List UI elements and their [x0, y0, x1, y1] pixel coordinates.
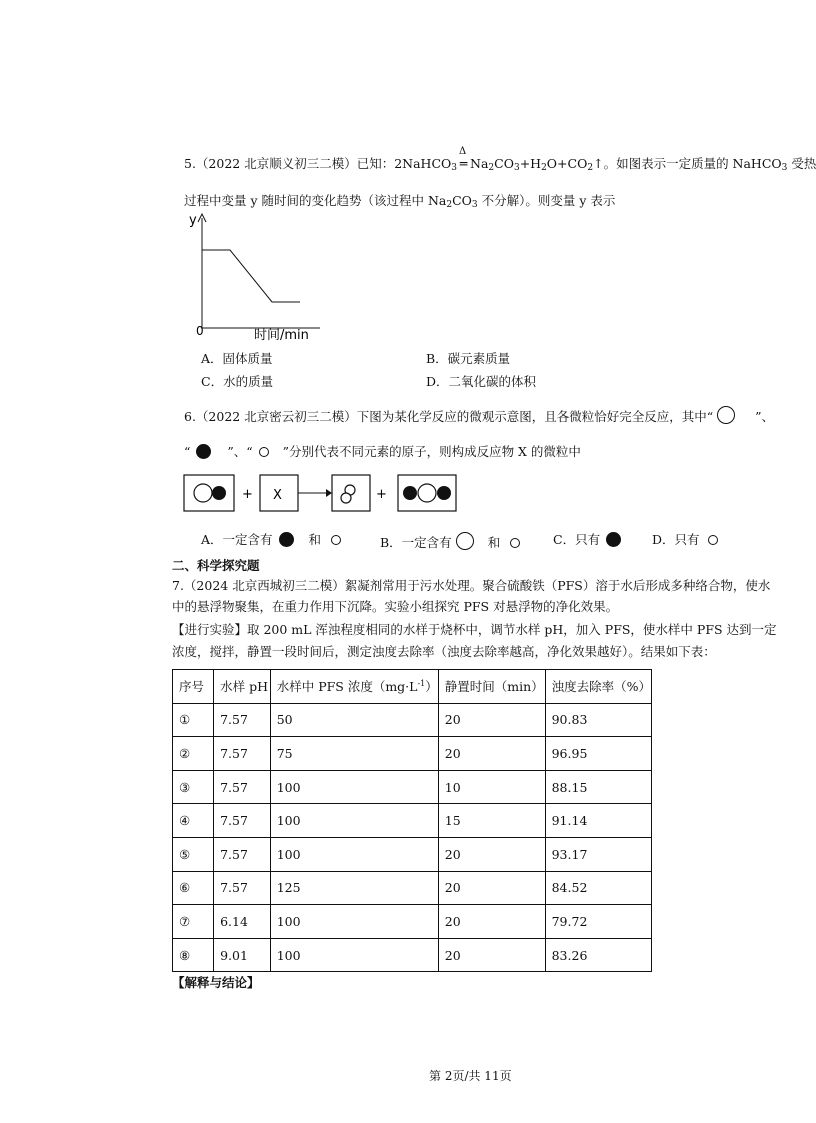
plus-sign: +	[242, 487, 253, 502]
q5-line1: 5.（2022 北京顺义初三二模）已知：2NaHCO$_3$ Δ ═ $Na_2CO_3+H_2O+CO_2↑$。如图表示一定质量的 NaHCO$_3$ 受热	[184, 146, 816, 173]
origin-label: 0	[196, 324, 204, 338]
cell-settling-time: 20	[438, 871, 545, 905]
header-settling-time: 静置时间（min）	[438, 670, 545, 704]
heat-condition: Δ	[459, 146, 467, 157]
q5-option-d[interactable]: D．二氧化碳的体积	[426, 374, 537, 389]
cell-settling-time: 20	[438, 905, 545, 939]
cell-ph: 7.57	[214, 871, 271, 905]
cell-index: ②	[173, 737, 214, 771]
header-removal-rate: 浊度去除率（%）	[545, 670, 651, 704]
large-white-atom-icon	[456, 532, 474, 550]
cell-removal-rate: 93.17	[545, 837, 651, 871]
black-atom-icon	[196, 444, 211, 459]
q6-option-c[interactable]: C．只有	[553, 532, 621, 548]
q6-line2: “ ”、“ ”分别代表不同元素的原子，则构成反应物 X 的微粒中	[184, 444, 581, 459]
plus-sign: +	[376, 487, 387, 502]
q5-option-a[interactable]: A．固体质量	[201, 351, 273, 366]
header-index: 序号	[173, 670, 214, 704]
cell-removal-rate: 96.95	[545, 737, 651, 771]
q6-option-a[interactable]: A．一定含有 和	[201, 532, 341, 548]
cell-pfs-concentration: 100	[270, 804, 438, 838]
black-atom-icon	[403, 486, 417, 500]
cell-ph: 7.57	[214, 737, 271, 771]
cell-settling-time: 20	[438, 703, 545, 737]
q6-option-d[interactable]: D．只有	[652, 532, 718, 548]
cell-settling-time: 15	[438, 804, 545, 838]
table-row	[173, 703, 652, 737]
cell-ph: 7.57	[214, 703, 271, 737]
table-row	[173, 737, 652, 771]
q6-option-b[interactable]: B．一定含有 和	[380, 532, 520, 551]
table-row	[173, 938, 652, 972]
cell-pfs-concentration: 100	[270, 770, 438, 804]
q7-line2: 中的悬浮物聚集，在重力作用下沉降。实验小组探究 PFS 对悬浮物的净化效果。	[172, 599, 619, 614]
header-ph: 水样 pH	[214, 670, 271, 704]
cell-ph: 9.01	[214, 938, 271, 972]
cell-index: ⑥	[173, 871, 214, 905]
gas-arrow-icon: ↑	[593, 156, 604, 171]
small-white-atom-icon	[708, 535, 718, 545]
q6-line1: 6.（2022 北京密云初三二模）下图为某化学反应的微观示意图，且各微粒恰好完全反应，其中“ ”、	[184, 406, 774, 425]
black-atom-icon	[437, 486, 451, 500]
q7-line3: 【进行实验】取 200 mL 浑浊程度相同的水样于烧杯中，调节水样 pH，加入 PFS，使水样中 PFS 达到一定	[172, 622, 777, 637]
q6-reaction-diagram	[180, 470, 470, 520]
large-white-atom-icon	[418, 484, 436, 502]
q5-line2: 过程中变量 y 随时间的变化趋势（该过程中 $Na_2CO_3$ 不分解）。则变量 y 表示	[184, 193, 616, 210]
table-row	[173, 804, 652, 838]
cell-index: ③	[173, 770, 214, 804]
cell-pfs-concentration: 75	[270, 737, 438, 771]
page-number: 第 2页/共 11页	[429, 1069, 512, 1083]
large-white-atom-icon	[717, 406, 735, 424]
q5-option-b[interactable]: B．碳元素质量	[426, 351, 511, 366]
table-row	[173, 871, 652, 905]
cell-pfs-concentration: 100	[270, 837, 438, 871]
conclusion-heading: 【解释与结论】	[172, 975, 260, 990]
table-row	[173, 770, 652, 804]
table-row	[173, 837, 652, 871]
cell-settling-time: 20	[438, 938, 545, 972]
cell-pfs-concentration: 100	[270, 905, 438, 939]
cell-ph: 6.14	[214, 905, 271, 939]
cell-settling-time: 10	[438, 770, 545, 804]
cell-ph: 7.57	[214, 770, 271, 804]
cell-removal-rate: 84.52	[545, 871, 651, 905]
table-row	[173, 905, 652, 939]
y-axis-label: y	[189, 213, 197, 228]
cell-index: ④	[173, 804, 214, 838]
small-white-atom-icon	[331, 535, 341, 545]
small-white-atom-icon	[259, 447, 269, 457]
x-axis-label: 时间/min	[254, 328, 309, 343]
cell-removal-rate: 91.14	[545, 804, 651, 838]
q5-prefix: 5.（2022 北京顺义初三二模）已知：	[184, 156, 395, 171]
cell-index: ⑤	[173, 837, 214, 871]
results-table	[172, 669, 652, 972]
q5-option-c[interactable]: C．水的质量	[201, 374, 274, 389]
large-white-atom-icon	[194, 484, 212, 502]
q5-line-chart	[180, 208, 330, 348]
q7-line1: 7.（2024 北京西城初三二模）絮凝剂常用于污水处理。聚合硫酸铁（PFS）溶于水后形成多种络合物，使水	[172, 578, 771, 593]
cell-ph: 7.57	[214, 837, 271, 871]
table-header-row	[173, 670, 652, 704]
cell-removal-rate: 90.83	[545, 703, 651, 737]
cell-settling-time: 20	[438, 737, 545, 771]
cell-removal-rate: 88.15	[545, 770, 651, 804]
q5-equation: 2NaHCO$_3$ Δ ═ $Na_2CO_3+H_2O+CO_2↑$	[394, 146, 604, 173]
reactant-x-label: X	[273, 488, 282, 503]
cell-index: ⑧	[173, 938, 214, 972]
cell-pfs-concentration: 50	[270, 703, 438, 737]
cell-pfs-concentration: 100	[270, 938, 438, 972]
small-white-atom-icon	[510, 538, 520, 548]
series-line	[202, 250, 300, 302]
q7-line4: 浓度，搅拌，静置一段时间后，测定浊度去除率（浊度去除率越高，净化效果越好）。结果如下表：	[172, 644, 716, 659]
cell-ph: 7.57	[214, 804, 271, 838]
cell-pfs-concentration: 125	[270, 871, 438, 905]
black-atom-icon	[279, 532, 294, 547]
cell-removal-rate: 79.72	[545, 905, 651, 939]
cell-removal-rate: 83.26	[545, 938, 651, 972]
small-white-atom-icon	[341, 493, 351, 503]
header-pfs-concentration: 水样中 PFS 浓度$(mg\cdot L^{-1})$	[270, 670, 438, 704]
reaction-arrow-head-icon	[326, 489, 332, 497]
cell-settling-time: 20	[438, 837, 545, 871]
cell-index: ⑦	[173, 905, 214, 939]
black-atom-icon	[606, 532, 621, 547]
section-heading: 二、科学探究题	[172, 558, 260, 573]
black-atom-icon	[212, 486, 226, 500]
cell-index: ①	[173, 703, 214, 737]
